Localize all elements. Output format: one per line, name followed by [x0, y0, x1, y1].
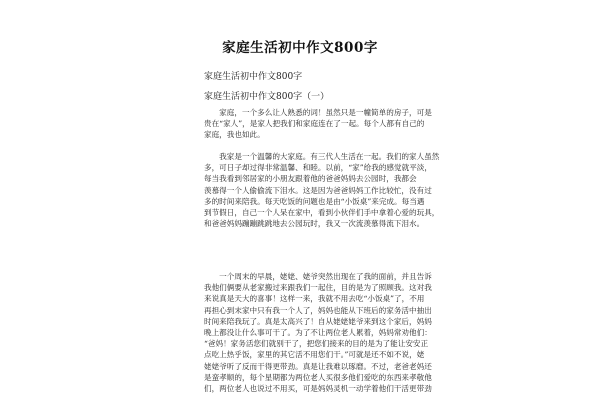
text-line: 来说真是天大的喜事！这样一来，我就不用去吃“小饭桌”了，不用	[204, 294, 425, 304]
text-line: 是蛮孝顺的，每个星期都为两位老人买很多他们爱吃的东西来孝敬他	[204, 372, 432, 382]
text-line: 时间来陪我玩了。真是太高兴了！自从姥姥姥爷来到这个家后，妈妈	[204, 316, 432, 326]
text-line: 们，两位老人也说过不用买，可是妈妈灵机一动学着他们干活更带劲	[204, 383, 432, 393]
text-line: 家庭，我也如此。	[204, 130, 265, 140]
paragraph-intro	[204, 107, 432, 141]
text-line: 一个周末的早晨，姥姥、姥爷突然出现在了我的面前，并且告诉	[204, 272, 432, 281]
paragraph-weekend	[204, 271, 432, 394]
text-line: 晚上都没让什么事可干了。为了不让两位老人累着，妈妈常劝他们：	[204, 327, 432, 337]
section-heading: 家庭生活初中作文800字（一）	[204, 92, 330, 102]
text-line: 点吃上热乎饭，家里的其它活不用您们干。”可就是还不如不说，姥	[204, 350, 425, 360]
text-line: 多，可日子却过得非常温馨、和睦。以前，“家”给我的感觉就平淡，	[204, 163, 432, 173]
text-line: 我家是一个温馨的大家庭。有三代人生活在一起。我们的家人虽然	[204, 152, 440, 161]
text-line: 姥姥爷听了反而干得更带劲。真是让我难以琢磨。不过，老爸老妈还	[204, 361, 432, 371]
document-subtitle: 家庭生活初中作文800字	[204, 72, 303, 82]
paragraph-family	[204, 151, 440, 229]
document-title: 家庭生活初中作文800字	[222, 40, 378, 56]
text-line: 再担心到末家中只有我一个人了，妈妈也能从下班后的家务活中抽出	[204, 305, 432, 315]
text-line: 每当我看到邻居家的小朋友跟着他的爸爸妈妈去公园时，我都会	[204, 174, 417, 184]
text-line: 和爸爸妈妈蹦蹦跳跳地去公园玩时，我又一次流羡慕得流下泪水。	[204, 219, 425, 229]
text-line: 家庭，一个多么让人熟悉的词！虽然只是一幢简单的房子，可是	[204, 108, 432, 117]
text-line: “爸妈！家务活您们就别干了，把您们接来的目的是为了能让安安正	[204, 339, 429, 349]
text-line: 多的时间来陪我。每天吃饭的问题也是由“小饭桌”来完成。每当遇	[204, 196, 425, 206]
text-line: 到节假日，自己一个人呆在家中，看到小伙伴们手中拿着心爱的玩具，	[204, 207, 440, 217]
text-line: 羡慕得一个人偷偷流下泪水。这是因为爸爸妈妈工作比较忙，没有过	[204, 185, 432, 195]
text-line: 我他们俩要从老家搬过来跟我们一起住，目的是为了照顾我。这对我	[204, 283, 432, 293]
text-line: 贵在“家人”，是家人把我们和家庭连在了一起。每个人都有自己的	[204, 119, 425, 129]
